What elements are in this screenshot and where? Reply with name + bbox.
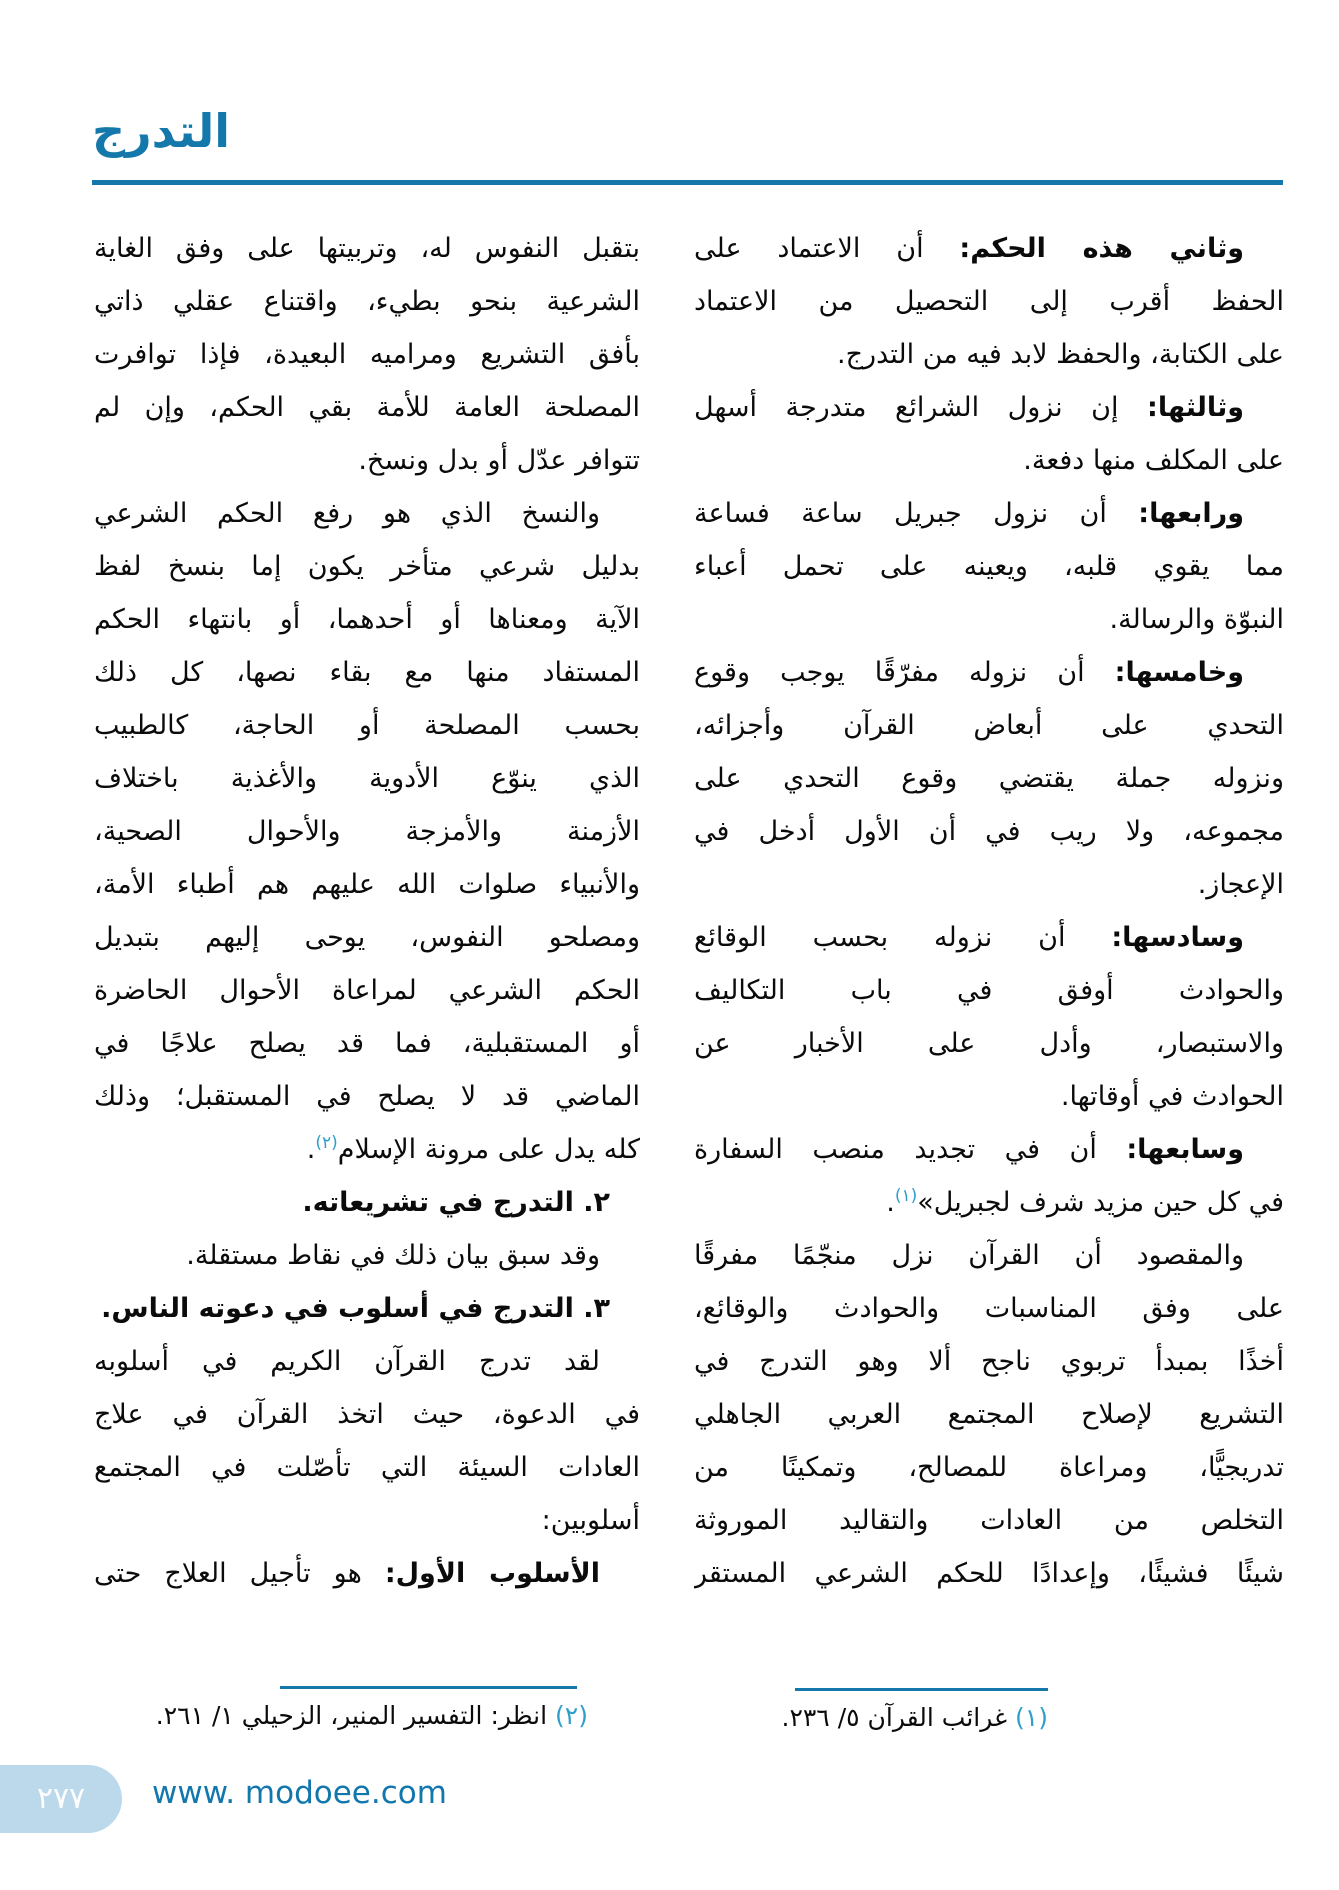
paragraph-lead: الأسلوب الأول: (384, 1558, 600, 1589)
text-line: وثاني هذه الحكم: أن الاعتماد على (694, 233, 1244, 264)
text-line: الشرعية بنحو بطيء، واقتناع عقلي ذاتي (94, 286, 640, 317)
text-line: في كل حين مزيد شرف لجبريل»$^{(١)}$. (886, 1186, 1284, 1218)
paragraph (694, 222, 1284, 381)
text-line: على المكلف منها دفعة. (1023, 445, 1284, 476)
page-title: التدرج (92, 104, 231, 158)
paragraph-lead: وسادسها: (1111, 922, 1244, 953)
text-line: كله يدل على مرونة الإسلام$^{(٢)}$. (306, 1133, 640, 1165)
text-line: بدليل شرعي متأخر يكون إما بنسخ لفظ (94, 551, 640, 582)
footnote-ref: (١) (894, 1186, 918, 1206)
text-line: تدريجيًّا، ومراعاة للمصالح، وتمكينًا من (694, 1452, 1284, 1483)
text-line: الحفظ أقرب إلى التحصيل من الاعتماد (694, 286, 1284, 317)
footnote-ref: (٢) (555, 1701, 588, 1730)
text-line: والاستبصار، وأدل على الأخبار عن (694, 1028, 1284, 1059)
text-line: الذي ينوّع الأدوية والأغذية باختلاف (94, 763, 640, 794)
text-line: أو المستقبلية، فما قد يصلح علاجًا في (94, 1028, 640, 1059)
footnote-right: (١) غرائب القرآن ٥/ ٢٣٦. (781, 1703, 1048, 1732)
text-line: وخامسها: أن نزوله مفرّقًا يوجب وقوع (694, 657, 1244, 688)
paragraph (694, 911, 1284, 1123)
text-line: تتوافر عدّل أو بدل ونسخ. (358, 445, 640, 476)
paragraph (694, 646, 1284, 911)
text-line: والمقصود أن القرآن نزل منجّمًا مفرقًا (694, 1240, 1244, 1271)
paragraph-lead: وثاني هذه الحكم: (959, 233, 1244, 264)
paragraph (694, 487, 1284, 646)
text-line: وقد سبق بيان ذلك في نقاط مستقلة. (186, 1240, 600, 1271)
text-line: وسابعها: أن في تجديد منصب السفارة (694, 1134, 1244, 1165)
text-line: ونزوله جملة يقتضي وقوع التحدي على (694, 763, 1284, 794)
text-line: الآية ومعناها أو أحدهما، أو بانتهاء الحكم (94, 604, 640, 635)
text-line: أخذًا بمبدأ تربوي ناجح ألا وهو التدرج في (694, 1346, 1284, 1377)
text-line: أسلوبين: (541, 1505, 640, 1536)
text-line: والأنبياء صلوات الله عليهم هم أطباء الأمة، (94, 869, 640, 900)
text-line: مما يقوي قلبه، ويعينه على تحمل أعباء (694, 551, 1284, 582)
column-left (94, 222, 640, 1600)
page-number-pill (0, 1765, 122, 1833)
paragraph-lead: ورابعها: (1138, 498, 1244, 529)
footnote-ref: (٢) (315, 1133, 338, 1153)
header-rule (92, 180, 1283, 185)
paragraph-lead: وثالثها: (1147, 392, 1244, 423)
paragraph (94, 487, 640, 1176)
text-line: بأفق التشريع ومراميه البعيدة، فإذا توافرت (94, 339, 640, 370)
column-right (694, 222, 1284, 1600)
paragraph (694, 381, 1284, 487)
text-line: التحدي على أبعاض القرآن وأجزائه، (694, 710, 1284, 741)
text-line: الحكم الشرعي لمراعاة الأحوال الحاضرة (94, 975, 640, 1006)
section-heading (94, 1282, 640, 1335)
text-line: في الدعوة، حيث اتخذ القرآن في علاج (94, 1399, 640, 1430)
text-line: شيئًا فشيئًا، وإعدادًا للحكم الشرعي المستقر (694, 1558, 1284, 1589)
text-line: ورابعها: أن نزول جبريل ساعة فساعة (694, 498, 1244, 529)
text-line: على وفق المناسبات والحوادث والوقائع، (694, 1293, 1284, 1324)
text-line: النبوّة والرسالة. (1109, 604, 1284, 635)
text-line: بتقبل النفوس له، وتربيتها على وفق الغاية (94, 233, 640, 264)
text-line: العادات السيئة التي تأصّلت في المجتمع (94, 1452, 640, 1483)
text-line: التخلص من العادات والتقاليد الموروثة (694, 1505, 1284, 1536)
footnote-left: (٢) انظر: التفسير المنير، الزحيلي ١/ ٢٦١. (155, 1701, 588, 1730)
text-line: المستفاد منها مع بقاء نصها، كل ذلك (94, 657, 640, 688)
paragraph (94, 1547, 640, 1600)
paragraph-lead: وخامسها: (1114, 657, 1244, 688)
text-line: لقد تدرج القرآن الكريم في أسلوبه (94, 1346, 600, 1377)
paragraph (94, 1335, 640, 1547)
paragraph (694, 1229, 1284, 1600)
text-line: الماضي قد لا يصلح في المستقبل؛ وذلك (94, 1081, 640, 1112)
text-line: الأسلوب الأول: هو تأجيل العلاج حتى (94, 1558, 600, 1589)
text-line: ٣. التدرج في أسلوب في دعوته الناس. (101, 1293, 610, 1324)
text-line: الأزمنة والأمزجة والأحوال الصحية، (94, 816, 640, 847)
text-line: بحسب المصلحة أو الحاجة، كالطبيب (94, 710, 640, 741)
footnote-ref: (١) (1015, 1703, 1048, 1732)
section-heading (94, 1176, 640, 1229)
text-line: ٢. التدرج في تشريعاته. (302, 1187, 610, 1218)
paragraph-lead: وسابعها: (1126, 1134, 1244, 1165)
text-line: الإعجاز. (1197, 869, 1284, 900)
footnote-separator-right (795, 1688, 1048, 1691)
page-number: ٢٧٧ (36, 1781, 86, 1816)
text-line: وثالثها: إن نزول الشرائع متدرجة أسهل (694, 392, 1244, 423)
website-link[interactable]: www. modoee.com (152, 1775, 447, 1811)
text-line: مجموعه، ولا ريب في أن الأول أدخل في (694, 816, 1284, 847)
text-line: على الكتابة، والحفظ لابد فيه من التدرج. (837, 339, 1284, 370)
paragraph (94, 222, 640, 487)
paragraph (694, 1123, 1284, 1229)
text-line: والنسخ الذي هو رفع الحكم الشرعي (94, 498, 600, 529)
text-line: المصلحة العامة للأمة بقي الحكم، وإن لم (94, 392, 640, 423)
paragraph (94, 1229, 640, 1282)
text-line: وسادسها: أن نزوله بحسب الوقائع (694, 922, 1244, 953)
text-line: والحوادث أوفق في باب التكاليف (694, 975, 1284, 1006)
text-line: الحوادث في أوقاتها. (1060, 1081, 1284, 1112)
text-line: ومصلحو النفوس، يوحى إليهم بتبديل (94, 922, 640, 953)
text-line: التشريع لإصلاح المجتمع العربي الجاهلي (694, 1399, 1284, 1430)
footnote-separator-left (280, 1686, 577, 1689)
